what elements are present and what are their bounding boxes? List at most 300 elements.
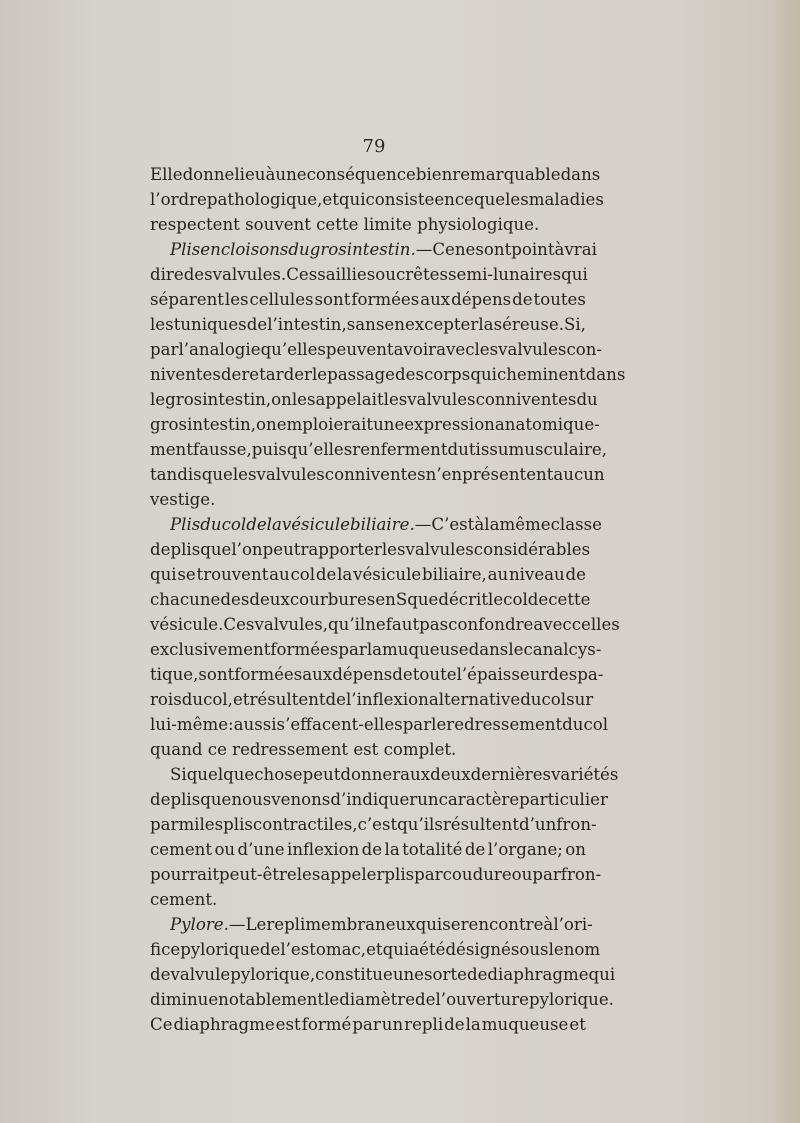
word: de xyxy=(415,990,436,1009)
word: valvules xyxy=(407,390,476,409)
word: que xyxy=(201,465,233,484)
italic-word: Plis xyxy=(170,240,201,259)
word: et xyxy=(232,690,250,709)
word: l’organe; xyxy=(487,840,563,859)
word: de xyxy=(220,365,242,384)
word: fice xyxy=(150,940,181,959)
word: chacune xyxy=(150,590,221,609)
word: on xyxy=(271,390,292,409)
word: les xyxy=(224,290,249,309)
word: col, xyxy=(203,690,233,709)
word: d’indiquer xyxy=(330,790,418,809)
word: en xyxy=(434,190,455,209)
text-line xyxy=(150,1012,586,1037)
word: par xyxy=(338,640,367,659)
word: le xyxy=(488,590,504,609)
word: à xyxy=(265,165,276,184)
word: gros xyxy=(165,390,203,409)
word: caractère xyxy=(438,790,520,809)
word: muqueuse xyxy=(481,1015,569,1034)
word: séparent xyxy=(150,290,224,309)
word: avec xyxy=(533,615,572,634)
word: cellules xyxy=(249,290,314,309)
word: — xyxy=(228,915,246,934)
word: ou xyxy=(511,865,533,884)
word: vésicule xyxy=(353,565,422,584)
italic-word: du xyxy=(288,240,310,259)
word: on xyxy=(256,415,277,434)
word: l’épaisseur xyxy=(456,665,549,684)
word: cette xyxy=(548,590,591,609)
italic-word: col xyxy=(221,515,247,534)
word: l’ouverture xyxy=(435,990,529,1009)
italic-word: intestin. xyxy=(346,240,416,259)
word: constitue xyxy=(315,965,393,984)
word: résultent xyxy=(442,815,519,834)
word: contractiles, xyxy=(252,815,358,834)
word: l’on xyxy=(231,540,263,559)
word: cys- xyxy=(568,640,602,659)
word: redressement xyxy=(446,715,563,734)
word: les xyxy=(232,465,257,484)
text-line xyxy=(150,912,593,937)
word: peut xyxy=(302,765,341,784)
word: peuvent xyxy=(325,340,394,359)
word: passage xyxy=(327,365,395,384)
word: avec xyxy=(436,340,475,359)
text-line xyxy=(150,387,598,412)
word: du xyxy=(447,440,469,459)
word: séreuse. xyxy=(493,315,564,334)
word: avoir xyxy=(393,340,437,359)
word: et xyxy=(366,940,383,959)
text-line xyxy=(150,212,586,237)
word: une xyxy=(373,415,405,434)
italic-word: en xyxy=(200,240,221,259)
word: trouvent xyxy=(196,565,269,584)
word: les xyxy=(474,340,499,359)
word: dans xyxy=(585,365,626,384)
text-line xyxy=(150,362,626,387)
word: dépens xyxy=(332,665,393,684)
word: lieu xyxy=(234,165,266,184)
word: l’ordre xyxy=(150,190,207,209)
word: par xyxy=(402,715,432,734)
italic-word: gros xyxy=(309,240,347,259)
word: peut xyxy=(262,540,301,559)
word: Ce xyxy=(150,1015,173,1034)
text-line xyxy=(150,187,604,212)
word: de xyxy=(150,965,171,984)
word: appelait xyxy=(315,390,384,409)
word: c’est xyxy=(357,815,398,834)
word: formées xyxy=(270,640,339,659)
text-line xyxy=(150,287,586,312)
text-line xyxy=(150,337,603,362)
word: de xyxy=(325,690,346,709)
text-line xyxy=(150,762,619,787)
word: le xyxy=(548,940,564,959)
word: considérables xyxy=(473,540,591,559)
word: un xyxy=(417,790,439,809)
word: conséquence xyxy=(306,165,416,184)
word: aussi xyxy=(233,715,277,734)
word: formé xyxy=(301,1015,352,1034)
word: conniventes xyxy=(475,390,577,409)
word: le xyxy=(508,640,524,659)
word: celles xyxy=(571,615,620,634)
word: sont xyxy=(314,290,351,309)
word: pathologique xyxy=(206,190,318,209)
word: chose xyxy=(254,765,303,784)
word: en xyxy=(375,590,396,609)
text-line xyxy=(150,662,604,687)
word: deux xyxy=(249,590,290,609)
word: corps xyxy=(423,365,471,384)
word: aux xyxy=(302,665,333,684)
word: conniventes xyxy=(324,465,426,484)
word: aux xyxy=(400,765,431,784)
word: col xyxy=(583,715,609,734)
text-line xyxy=(150,737,586,762)
word: peut-être xyxy=(219,865,297,884)
word: valvules xyxy=(256,465,325,484)
word: par xyxy=(150,340,179,359)
word: repli xyxy=(404,1015,444,1034)
text-line xyxy=(150,862,602,887)
word: alternative xyxy=(428,690,521,709)
word: est xyxy=(275,1015,301,1034)
word: s’effacent-elles xyxy=(276,715,403,734)
word: intestin xyxy=(202,390,266,409)
word: Si, xyxy=(564,315,586,334)
word: toute xyxy=(412,665,457,684)
word: que xyxy=(407,590,439,609)
italic-word: cloisons xyxy=(220,240,289,259)
word: même xyxy=(499,515,551,534)
word: désigné xyxy=(445,940,511,959)
word: a xyxy=(409,940,420,959)
word: sur xyxy=(566,690,594,709)
word: l’analogie xyxy=(178,340,261,359)
word: du xyxy=(576,390,598,409)
text-line xyxy=(150,487,586,512)
word: l’inflexion xyxy=(346,690,429,709)
word: valvules. xyxy=(212,265,287,284)
word: diamètre xyxy=(339,990,416,1009)
word: diaphragme xyxy=(487,965,589,984)
word: totalité xyxy=(402,840,463,859)
word: , xyxy=(265,390,272,409)
word: n’en xyxy=(425,465,463,484)
word: deux xyxy=(430,765,471,784)
text-line xyxy=(150,587,591,612)
word: les xyxy=(199,815,224,834)
word: tissu xyxy=(468,440,509,459)
word: rapporter xyxy=(300,540,382,559)
text-line xyxy=(150,812,597,837)
word: sorte xyxy=(424,965,467,984)
word: aucun xyxy=(553,465,605,484)
word: remarquable xyxy=(452,165,561,184)
italic-word: biliaire. xyxy=(350,515,415,534)
word: plis xyxy=(170,540,201,559)
page-number: 79 xyxy=(362,136,386,157)
word: des xyxy=(548,665,578,684)
word: et xyxy=(569,1015,586,1034)
word: plis xyxy=(170,790,201,809)
word: sous xyxy=(510,940,549,959)
word: sont xyxy=(475,240,512,259)
word: musculaire xyxy=(508,440,602,459)
word: classe xyxy=(550,515,602,534)
word: de xyxy=(392,665,413,684)
italic-word: la xyxy=(266,515,282,534)
word: plis xyxy=(384,865,415,884)
text-line xyxy=(150,312,586,337)
word: de xyxy=(512,290,533,309)
word: notablement xyxy=(218,990,325,1009)
word: qu’elles xyxy=(260,340,326,359)
text-line xyxy=(150,887,586,912)
word: C’est xyxy=(431,515,475,534)
word: que xyxy=(200,540,232,559)
text-line xyxy=(150,412,600,437)
word: valvule xyxy=(170,965,231,984)
word: la xyxy=(337,565,353,584)
word: valvules xyxy=(405,540,474,559)
line-text: cement. xyxy=(150,890,218,909)
word: Ces xyxy=(223,615,255,634)
word: de xyxy=(150,790,171,809)
word: semi-lunaires xyxy=(448,265,562,284)
word: cement xyxy=(150,840,213,859)
word: dans xyxy=(560,165,601,184)
word: le xyxy=(431,715,447,734)
word: le xyxy=(324,990,340,1009)
word: par xyxy=(532,865,561,884)
word: repli xyxy=(266,915,306,934)
word: Si xyxy=(170,765,187,784)
word: con- xyxy=(566,340,603,359)
word: qui xyxy=(588,965,616,984)
word: sans xyxy=(346,315,385,334)
word: dernières xyxy=(470,765,552,784)
word: plis xyxy=(223,815,253,834)
word: d’une xyxy=(237,840,285,859)
word: ment xyxy=(150,440,193,459)
word: les xyxy=(383,390,408,409)
word: de xyxy=(246,315,268,334)
word: l’ori- xyxy=(553,915,593,934)
word: renferment xyxy=(352,440,448,459)
word: une xyxy=(275,165,307,184)
word: les xyxy=(150,315,174,334)
italic-word: vésicule xyxy=(281,515,350,534)
word: diaphragme xyxy=(173,1015,275,1034)
word: Ces xyxy=(286,265,318,284)
word: d’un xyxy=(518,815,557,834)
word: qui xyxy=(150,565,177,584)
text-line xyxy=(150,962,616,987)
italic-word: du xyxy=(200,515,222,534)
text-line xyxy=(150,837,586,862)
word: on xyxy=(565,840,586,859)
word: Elle xyxy=(150,165,183,184)
word: formées xyxy=(234,665,303,684)
word: de xyxy=(466,965,488,984)
word: à xyxy=(543,915,554,934)
word: sont xyxy=(198,665,235,684)
word: S xyxy=(395,590,408,609)
italic-word: de xyxy=(246,515,267,534)
word: rencontre xyxy=(460,915,544,934)
word: expression xyxy=(404,415,495,434)
word: les xyxy=(291,390,316,409)
word: été xyxy=(419,940,446,959)
line-text: vestige. xyxy=(150,490,216,509)
word: dire xyxy=(150,265,184,284)
word: tique, xyxy=(150,665,199,684)
word: ou xyxy=(214,840,236,859)
italic-word: Pylore. xyxy=(170,915,229,934)
word: pylorique xyxy=(180,940,260,959)
word: quelque xyxy=(186,765,255,784)
word: niveau xyxy=(508,565,565,584)
word: une xyxy=(392,965,425,984)
word: Le xyxy=(245,915,267,934)
word: nous xyxy=(231,790,272,809)
word: pa- xyxy=(577,665,604,684)
word: dépens xyxy=(451,290,512,309)
word: parmi xyxy=(150,815,200,834)
word: muqueuse xyxy=(382,640,469,659)
text-line xyxy=(150,162,601,187)
word: Ce xyxy=(432,240,455,259)
word: biliaire, xyxy=(422,565,487,584)
word: crêtes xyxy=(395,265,448,284)
word: intestin, xyxy=(187,415,256,434)
word: à xyxy=(474,515,485,534)
word: — xyxy=(414,515,432,534)
word: ou xyxy=(375,265,396,284)
word: du xyxy=(520,690,542,709)
word: bien xyxy=(415,165,453,184)
word: point xyxy=(511,240,555,259)
word: de xyxy=(259,940,281,959)
word: dans xyxy=(468,640,509,659)
word: en xyxy=(384,315,405,334)
word: résultent xyxy=(249,690,326,709)
word: du xyxy=(181,690,204,709)
word: du xyxy=(562,715,584,734)
text-line xyxy=(150,637,602,662)
word: et xyxy=(322,190,339,209)
word: lui-même xyxy=(150,715,229,734)
word: puisqu’elles xyxy=(251,440,353,459)
word: le xyxy=(150,390,166,409)
word: pylorique. xyxy=(528,990,614,1009)
word: excepter xyxy=(404,315,479,334)
italic-word: Plis xyxy=(170,515,201,534)
word: tuniques xyxy=(173,315,247,334)
word: niventes xyxy=(150,365,221,384)
word: des xyxy=(220,590,250,609)
word: que xyxy=(200,790,232,809)
word: qu’ils xyxy=(397,815,443,834)
word: fron- xyxy=(556,815,597,834)
word: emploierait xyxy=(276,415,374,434)
word: de xyxy=(444,1015,465,1034)
word: col xyxy=(290,565,316,584)
word: qu’il xyxy=(328,615,366,634)
word: de xyxy=(150,540,171,559)
word: pas xyxy=(419,615,449,634)
word: par xyxy=(414,865,443,884)
word: de xyxy=(527,590,549,609)
word: des xyxy=(183,265,213,284)
word: les xyxy=(381,540,406,559)
word: : xyxy=(228,715,234,734)
word: maladies xyxy=(528,190,604,209)
word: fron- xyxy=(560,865,602,884)
word: canal xyxy=(523,640,569,659)
word: au xyxy=(269,565,290,584)
word: nom xyxy=(563,940,601,959)
word: donne xyxy=(182,165,235,184)
word: coudure xyxy=(442,865,512,884)
word: toutes xyxy=(533,290,586,309)
word: consiste xyxy=(365,190,435,209)
word: formées xyxy=(351,290,420,309)
word: col xyxy=(503,590,528,609)
word: l’estomac, xyxy=(280,940,367,959)
word: vrai xyxy=(564,240,597,259)
text-line xyxy=(150,612,620,637)
text-line xyxy=(150,437,608,462)
word: de xyxy=(361,840,383,859)
text-line xyxy=(150,262,586,287)
text-line xyxy=(150,987,614,1012)
word: ne xyxy=(365,615,386,634)
text-line xyxy=(150,462,605,487)
word: qui xyxy=(338,190,366,209)
line-text: quand ce redressement est complet. xyxy=(150,740,457,759)
text-line xyxy=(150,937,601,962)
word: de xyxy=(464,840,486,859)
word: rois xyxy=(150,690,182,709)
word: la xyxy=(366,640,383,659)
word: les xyxy=(296,865,321,884)
word: la xyxy=(384,840,400,859)
word: un xyxy=(381,1015,404,1034)
word: des xyxy=(395,365,424,384)
word: diminue xyxy=(150,990,219,1009)
word: exclusivement xyxy=(150,640,271,659)
word: confondre xyxy=(448,615,534,634)
word: variétés xyxy=(551,765,619,784)
word: ne xyxy=(454,240,476,259)
word: à xyxy=(554,240,565,259)
line-text: respectent souvent cette limite physiologique. xyxy=(150,215,540,234)
word: de xyxy=(315,565,337,584)
word: fausse, xyxy=(192,440,252,459)
word: qui xyxy=(561,265,588,284)
word: au xyxy=(487,565,509,584)
word: particulier xyxy=(519,790,608,809)
text-line xyxy=(150,537,591,562)
word: se xyxy=(177,565,196,584)
